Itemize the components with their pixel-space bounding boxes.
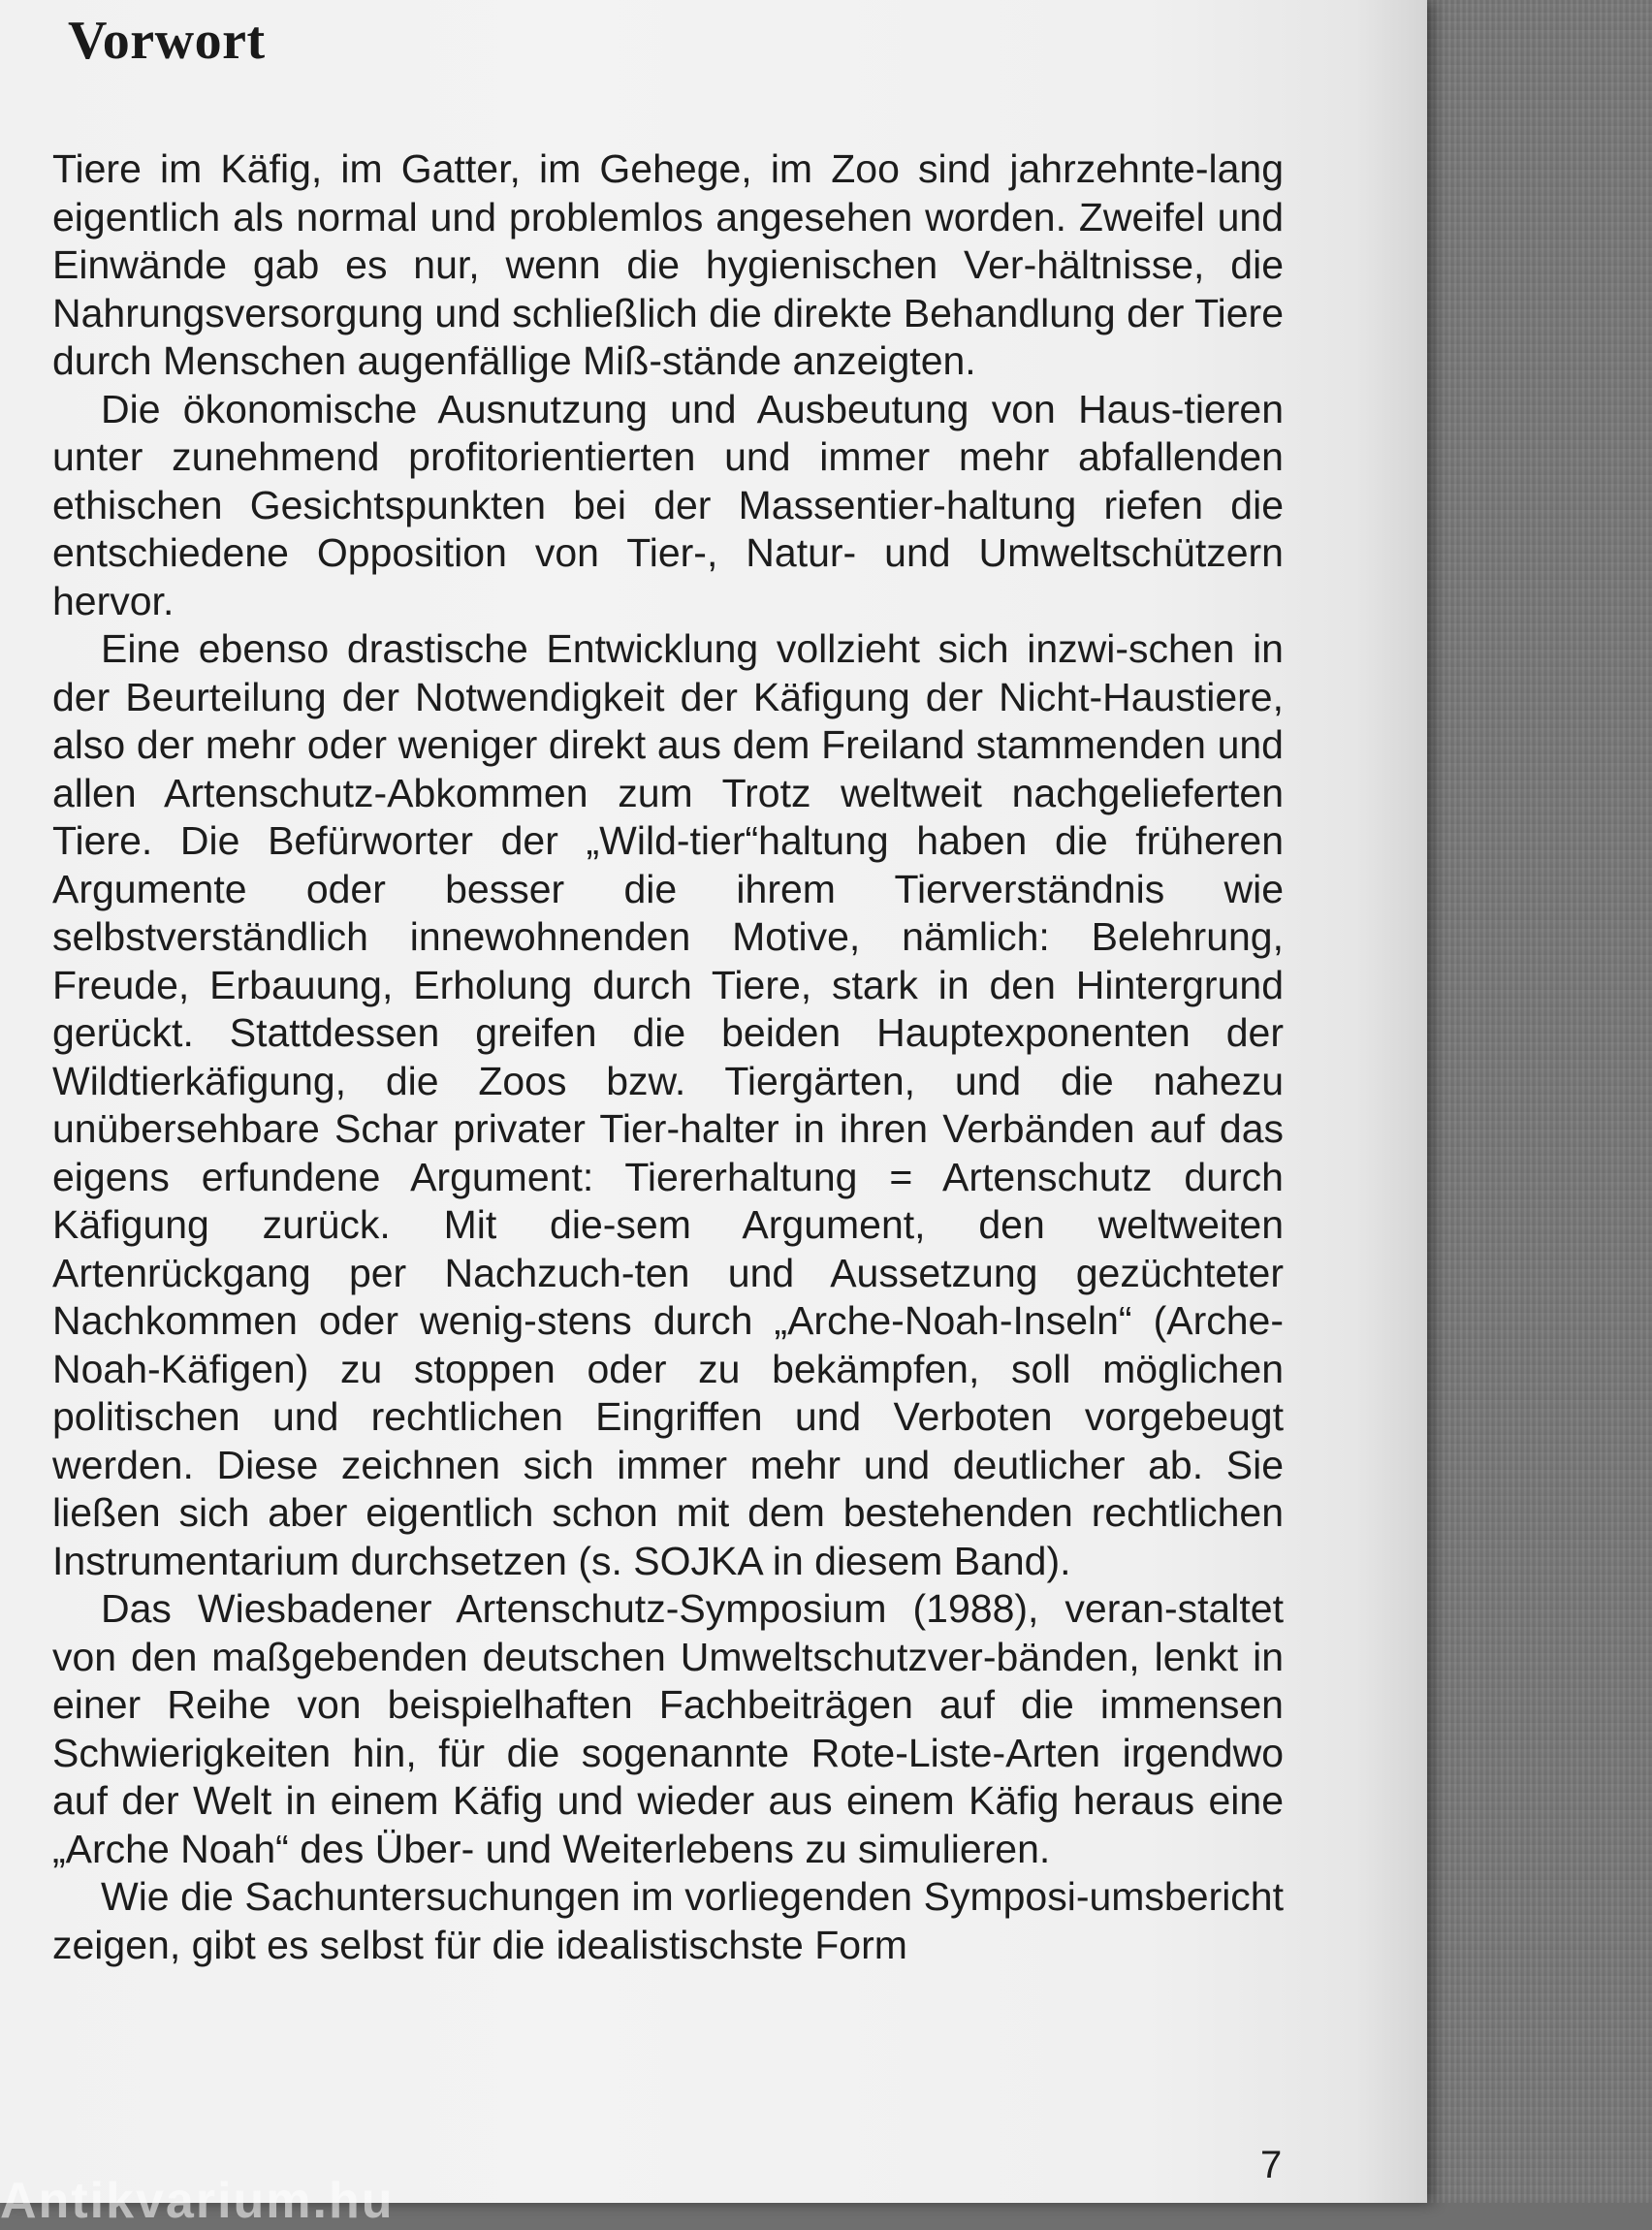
paragraph-1: Tiere im Käfig, im Gatter, im Gehege, im Zoo sind jahrzehnte-lang eigentlich als normal und problemlos angesehen worden. Zweifel und Einwände gab es nur, wenn die hygienischen Ver-hältnisse, die Nahrungsversorgung und schließlich die direkte Behandlung der Tiere durch Menschen augenfällige Miß-stände anzeigten. bbox=[52, 146, 1284, 383]
page-title: Vorwort bbox=[68, 11, 266, 71]
paragraph-5: Wie die Sachuntersuchungen im vorliegenden Symposi-umsbericht zeigen, gibt es selbst für die idealistischste Form bbox=[52, 1874, 1284, 1967]
paragraph-4: Das Wiesbadener Artenschutz-Symposium (1988), veran-staltet von den maßgebenden deutschen Umweltschutzver-bänden, lenkt in einer Reihe von beispielhaften Fachbeiträgen auf die immensen Schwierigkeiten hin, für die sogenannte Rote-Liste-Arten irgendwo auf der Welt in einem Käfig und wieder aus einem Käfig heraus eine „Arche Noah“ des Über- und Weiterlebens zu simulieren. bbox=[52, 1586, 1284, 1871]
paragraph-3: Eine ebenso drastische Entwicklung vollzieht sich inzwi-schen in der Beurteilung der Notwendigkeit der Käfigung der Nicht-Haustiere, also der mehr oder weniger direkt aus dem Freiland stammenden und allen Artenschutz-Abkommen zum Trotz weltweit nachgelieferten Tiere. Die Befürworter der „Wild-tier“haltung haben die früheren Argumente oder besser die ihrem Tierverständnis wie selbstverständlich innewohnenden Motive, nämlich: Belehrung, Freude, Erbauung, Erholung durch Tiere, stark in den Hintergrund gerückt. Stattdessen greifen die beiden Hauptexponenten der Wildtierkäfigung, die Zoos bzw. Tiergärten, und die nahezu unübersehbare Schar privater Tier-halter in ihren Verbänden auf das eigens erfundene Argument: Tiererhaltung = Artenschutz durch Käfigung zurück. Mit die-sem Argument, den weltweiten Artenrückgang per Nachzuch-ten und Aussetzung gezüchteter Nachkommen oder wenig-stens durch „Arche-Noah-Inseln“ (Arche-Noah-Käfigen) zu stoppen oder zu bekämpfen, soll möglichen politischen und rechtlichen Eingriffen und Verboten vorgebeugt werden. Diese zeichnen sich immer mehr und deutlicher ab. Sie ließen sich aber eigentlich schon mit dem bestehenden rechtlichen Instrumentarium durchsetzen (s. SOJKA in diesem Band). bbox=[52, 626, 1284, 1583]
paragraph-2: Die ökonomische Ausnutzung und Ausbeutung von Haus-tieren unter zunehmend profitorientierten und immer mehr abfallenden ethischen Gesichtspunkten bei der Massentier-haltung riefen die entschiedene Opposition von Tier-, Natur- und Umweltschützern hervor. bbox=[52, 386, 1284, 623]
body-text bbox=[52, 145, 1284, 1969]
page-number: 7 bbox=[1260, 2144, 1283, 2186]
watermark: Antikvarium.hu bbox=[0, 2173, 395, 2229]
